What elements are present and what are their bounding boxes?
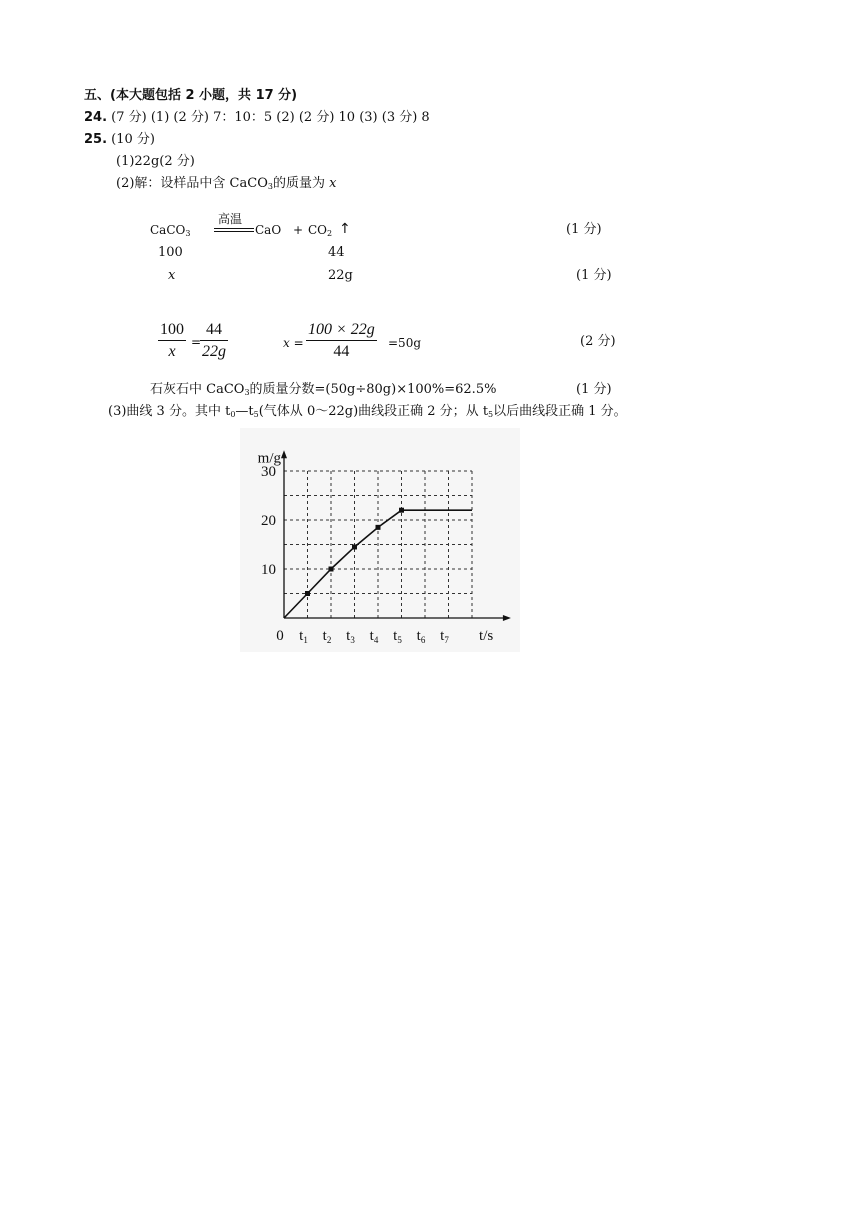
x-tick-subscript: 1 [303, 635, 308, 645]
part3-d: 以后曲线段正确 1 分。 [493, 404, 627, 419]
question-25-part2 [116, 176, 336, 192]
fraction-calc-denominator: 44 [333, 343, 350, 360]
y-tick-label: 30 [261, 464, 276, 480]
fraction-lhs-denominator: x [168, 343, 176, 360]
chart-grid [284, 471, 472, 618]
fraction-lhs-numerator: 100 [158, 320, 186, 341]
equation-product1: CaO [255, 223, 282, 237]
mass-fraction-subscript: 3 [244, 388, 250, 397]
part3-b: —t [235, 404, 254, 419]
fraction-lhs [158, 320, 186, 363]
mass-right: 44 [328, 245, 345, 260]
gas-arrow-icon: ↑ [339, 221, 351, 237]
chart-labels [258, 450, 494, 645]
unknown-left: x [168, 268, 176, 283]
origin-label: 0 [276, 628, 284, 644]
unknown-score: (1 分) [576, 268, 612, 283]
part2-text: (2)解：设样品中含 CaCO [116, 176, 268, 191]
x-tick-label: $t_3$ [346, 628, 355, 645]
x-tick-subscript: 3 [350, 635, 355, 645]
y-tick-label: 10 [261, 562, 276, 578]
product2-subscript: 2 [327, 229, 333, 238]
question-25-part3 [108, 404, 627, 420]
fraction-calc [306, 320, 377, 363]
mass-fraction-post: 的质量分数=(50g÷80g)×100%=62.5% [249, 382, 497, 397]
product2-text: CO [308, 223, 328, 237]
x-axis-label: t/s [479, 628, 494, 644]
x-axis-arrow-icon [503, 615, 511, 621]
question-25 [84, 132, 155, 148]
x-tick-label: $t_2$ [322, 628, 332, 645]
fraction-rhs [200, 320, 228, 363]
fraction-equals: = [191, 335, 202, 349]
part3-a: (3)曲线 3 分。其中 t [108, 404, 231, 419]
fraction-rhs-denominator: 22g [202, 343, 226, 360]
x-tick-label: $t_7$ [440, 628, 449, 645]
x-tick-subscript: 7 [444, 635, 449, 645]
data-point [399, 508, 404, 513]
question-25-part1: (1)22g(2 分) [116, 154, 195, 169]
fraction-calc-numerator: 100 × 22g [306, 320, 377, 341]
equation-line-bottom [214, 231, 254, 232]
x-tick-label: $t_5$ [393, 628, 402, 645]
part2-text-post: 的质量为 [272, 176, 330, 191]
question-25-number: 25. [84, 132, 108, 147]
equation-line-top [214, 228, 254, 229]
x-tick-subscript: 6 [420, 635, 426, 645]
proportion-score: (2 分) [580, 334, 616, 349]
x-tick-subscript: 5 [397, 635, 402, 645]
part2-subscript: 3 [267, 182, 273, 191]
part3-c: (气体从 0～22g)曲线段正确 2 分；从 t [258, 404, 489, 419]
x-label: x = [283, 336, 304, 350]
mass-fraction-score: (1 分) [576, 382, 612, 397]
data-point [305, 591, 310, 596]
equation-reactant [150, 222, 190, 238]
x-tick-label: $t_1$ [299, 628, 308, 645]
part3-sub2: 5 [253, 410, 259, 419]
reactant-subscript: 3 [185, 229, 191, 238]
equation-product2 [308, 222, 332, 238]
mass-time-chart [240, 428, 520, 652]
question-24 [84, 110, 430, 126]
y-tick-label: 20 [261, 513, 276, 529]
question-24-answer: (7 分) (1) (2 分) 7：10：5 (2) (2 分) 10 (3) (3 分) 8 [111, 110, 430, 125]
chart-axes [281, 450, 511, 621]
mass-fraction [150, 382, 496, 398]
data-point [352, 544, 357, 549]
equation-condition: 高温 [218, 212, 243, 226]
equation-plus: + [293, 223, 304, 237]
x-tick-label: $t_4$ [369, 628, 379, 645]
data-point [329, 567, 334, 572]
y-axis-arrow-icon [281, 450, 287, 458]
unknown-right: 22g [328, 268, 353, 283]
question-25-points: (10 分) [111, 132, 155, 147]
x-tick-subscript: 4 [373, 635, 379, 645]
mass-fraction-pre: 石灰石中 CaCO [150, 382, 245, 397]
calc-result: =50g [388, 336, 422, 350]
mass-left: 100 [158, 245, 183, 260]
question-24-number: 24. [84, 110, 108, 125]
data-point [376, 525, 381, 530]
equation-score: (1 分) [566, 222, 602, 237]
section-heading: 五、(本大题包括 2 小题，共 17 分) [84, 88, 298, 103]
y-axis-label: m/g [257, 450, 281, 467]
part2-variable: x [329, 176, 337, 191]
part3-sub1: 0 [230, 410, 236, 419]
fraction-rhs-numerator: 44 [200, 320, 228, 341]
reactant-text: CaCO [150, 223, 186, 237]
part3-sub3: 5 [488, 410, 494, 419]
x-tick-subscript: 2 [326, 635, 332, 645]
x-tick-label: $t_6$ [416, 628, 426, 645]
